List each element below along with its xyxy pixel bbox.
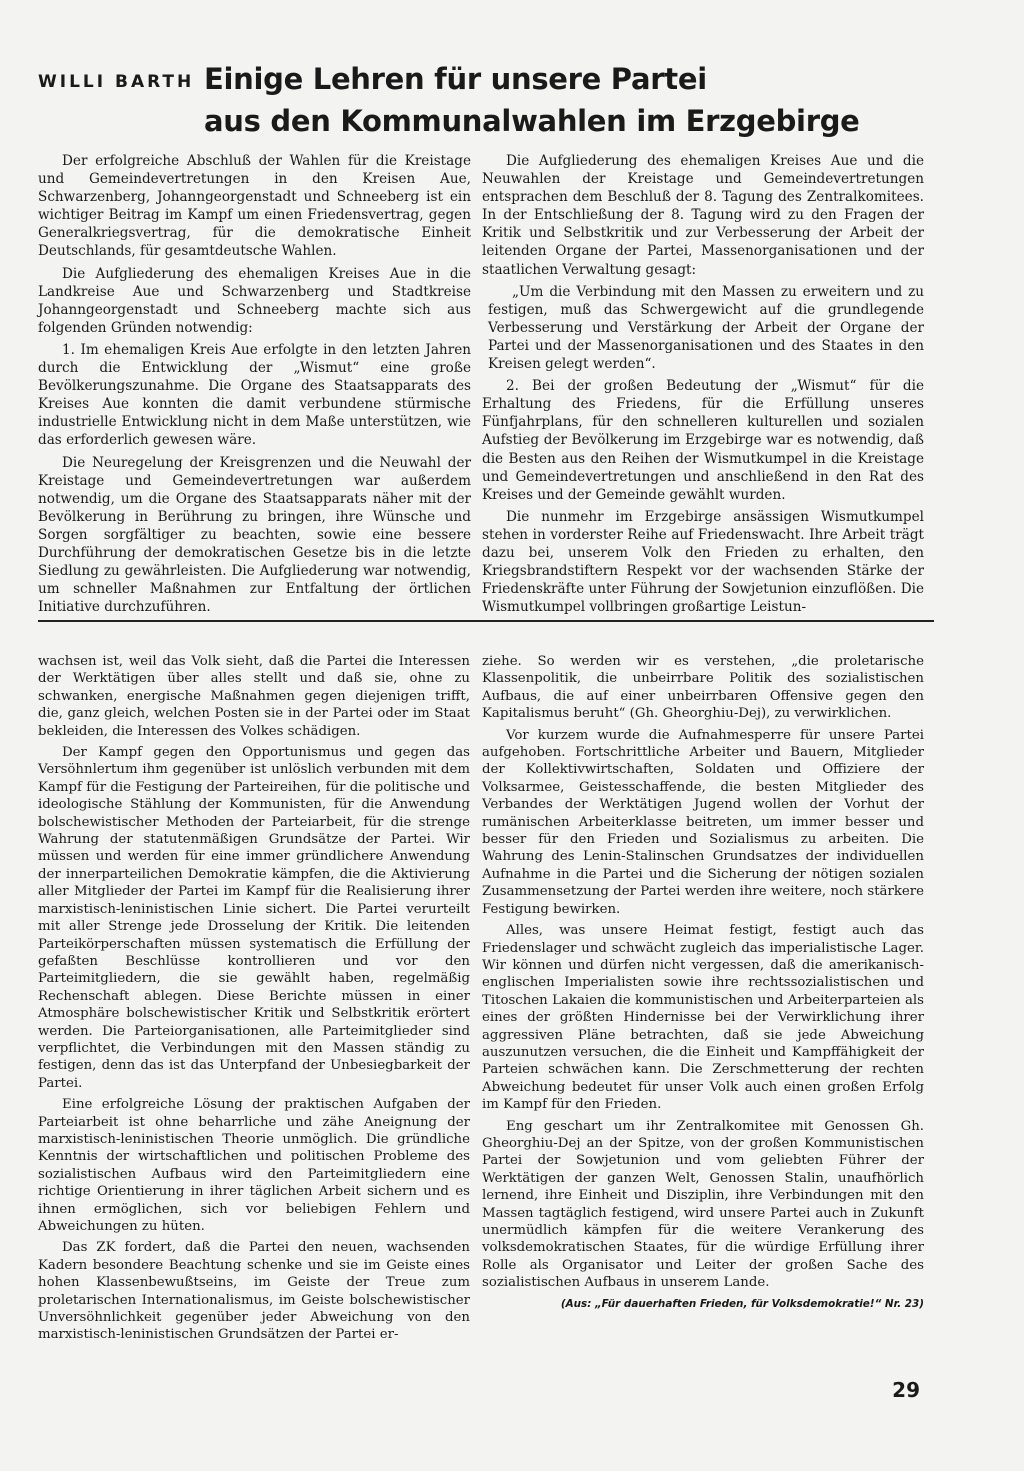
section-divider xyxy=(38,620,934,622)
article-title-line-2: aus den Kommunalwahlen im Erzgebirge xyxy=(204,104,860,138)
quote-paragraph: „Um die Verbindung mit den Massen zu erweitern und zu festigen, muß das Schwergewicht auf die grundlegende Verbesserung und Verstärkung der Arbeit der Organe der Partei und der Massenorganisationen und des Staates in den Kreisen gelegt werden“. xyxy=(488,283,924,373)
page-number: 29 xyxy=(892,1378,920,1402)
column-bottom-left xyxy=(38,653,470,1348)
paragraph: Eng geschart um ihr Zentralkomitee mit Genossen Gh. Gheorghiu-Dej an der Spitze, von der großen Kommunistischen Partei der Sowjetunion und vom geliebten Führer der Werktätigen der ganzen Welt, Genossen Stalin, unaufhörlich lernend, ihre Einheit und Disziplin, ihre Verbindungen mit den Massen tagtäglich festigend, wird unsere Partei auch in Zukunft unermüdlich kämpfen für die weitere Verankerung des volksdemokratischen Staates, für die würdige Erfüllung ihrer Rolle als Organisator und Leiter der großen Sache des sozialistischen Aufbaus in unserem Lande. xyxy=(482,1118,924,1291)
paragraph: Alles, was unsere Heimat festigt, festigt auch das Friedenslager und schwächt zugleich das imperialistische Lager. Wir können und dürfen nicht vergessen, daß die amerikanisch-englischen Imperialisten sowie ihre rechtssozialistischen und Titoschen Lakaien die kommunistischen und Arbeiterparteien als eines der größten Hindernisse bei der Verwirklichung ihrer aggressiven Pläne betrachten, daß sie jede Abweichung auszunutzen versuchen, die die Einheit und Kampffähigkeit der Parteien schwächen kann. Die Zerschmetterung der rechten Abweichung bedeutet für unser Volk auch einen großen Erfolg im Kampf für den Frieden. xyxy=(482,923,924,1113)
paragraph: Die Neuregelung der Kreisgrenzen und die Neuwahl der Kreistage und Gemeindevertretungen war außerdem notwendig, um die Organe des Staatsapparats näher mit der Bevölkerung in Berührung zu bringen, ihre Wünsche und Sorgen sorgfältiger zu beachten, sowie eine bessere Durchführung der demokratischen Gesetze bis in die letzte Siedlung zu gewährleisten. Die Aufgliederung war notwendig, um schneller Maßnahmen zur Entfaltung der örtlichen Initiative durchzuführen. xyxy=(38,454,471,616)
paragraph: Die Aufgliederung des ehemaligen Kreises Aue in die Landkreise Aue und Schwarzenberg und Stadtkreise Johanngeorgenstadt und Schneeberg machte sich aus folgenden Gründen notwendig: xyxy=(38,265,471,336)
paragraph: 1. Im ehemaligen Kreis Aue erfolgte in den letzten Jahren durch die Entwicklung der „Wismut“ eine große Bevölkerungszunahme. Die Organe des Staatsapparats des Kreises Aue konnten die damit verbundene stürmische industrielle Entwicklung nicht in dem Maße unterstützen, wie das erforderlich gewesen wäre. xyxy=(38,341,471,449)
paragraph: Die nunmehr im Erzgebirge ansässigen Wismutkumpel stehen in vorderster Reihe auf Friedenswacht. Ihre Arbeit trägt dazu bei, unserem Volk den Frieden zu erhalten, den Kriegsbrandstiftern Respekt vor der wachsenden Stärke der Friedenskräfte unter Führung der Sowjetunion einzuflößen. Die Wismutkumpel vollbringen großartige Leistun- xyxy=(482,508,924,616)
source-note: (Aus: „Für dauerhaften Frieden, für Volksdemokratie!“ Nr. 23) xyxy=(560,1297,924,1310)
paragraph: Das ZK fordert, daß die Partei den neuen, wachsenden Kadern besondere Beachtung schenke und sie im Geiste eines hohen Klassenbewußtseins, im Geiste der Treue zum proletarischen Internationalismus, im Geiste bolschewistischer Unversöhnlichkeit gegenüber jeder Abweichung von den marxistisch-leninistischen Grundsätzen der Partei er- xyxy=(38,1240,470,1343)
column-top-left xyxy=(38,152,471,620)
paragraph: ziehe. So werden wir es verstehen, „die proletarische Klassenpolitik, die unbeirrbare Politik des sozialistischen Aufbaus, die auf einer unbeirrbaren Offensive gegen den Kapitalismus beruht“ (Gh. Gheorghiu-Dej), zu verwirklichen. xyxy=(482,654,924,722)
paragraph: Eine erfolgreiche Lösung der praktischen Aufgaben der Parteiarbeit ist ohne beharrliche und zähe Aneignung der marxistisch-leninistischen Theorie unmöglich. Die gründliche Kenntnis der wirtschaftlichen und politischen Probleme des sozialistischen Aufbaus wird den Parteimitgliedern eine richtige Orientierung in ihrer täglichen Arbeit sichern und es ihnen ermöglichen, sich vor beliebigen Fehlern und Abweichungen zu hüten. xyxy=(38,1097,470,1234)
paragraph: Der erfolgreiche Abschluß der Wahlen für die Kreistage und Gemeindevertretungen in den Kreisen Aue, Schwarzenberg, Johanngeorgenstadt und Schneeberg ist ein wichtiger Beitrag im Kampf um einen Friedensvertrag, gegen Generalkriegsvertrag, für die demokratische Einheit Deutschlands, für gesamtdeutsche Wahlen. xyxy=(38,153,471,260)
article-title xyxy=(204,58,994,142)
paragraph: 2. Bei der großen Bedeutung der „Wismut“ für die Erhaltung des Friedens, für die Erfüllung unseres Fünfjahrplans, für den schnelleren kulturellen und sozialen Aufstieg der Bevölkerung im Erzgebirge war es notwendig, daß die Besten aus den Reihen der Wismutkumpel in die Kreistage und Gemeindevertretungen und anschließend in den Rat des Kreises und der Gemeinde gewählt wurden. xyxy=(482,378,924,503)
paragraph: Die Aufgliederung des ehemaligen Kreises Aue und die Neuwahlen der Kreistage und Gemeindevertretungen entsprachen dem Beschluß der 8. Tagung des Zentralkomitees. In der Entschließung der 8. Tagung wird zu den Fragen der Kritik und Selbstkritik und zur Verbesserung der Arbeit der leitenden Organe der Partei, Massenorganisationen und der staatlichen Verwaltung gesagt: xyxy=(482,153,924,278)
author-byline: WILLI BARTH xyxy=(38,72,195,92)
paragraph: wachsen ist, weil das Volk sieht, daß die Partei die Interessen der Werktätigen über alles stellt und daß sie, ohne zu schwanken, energische Maßnahmen gegen diejenigen trifft, die, ganz gleich, welchen Posten sie in der Partei oder im Staat bekleiden, die Interessen des Volkes schädigen. xyxy=(38,654,470,739)
paragraph: Vor kurzem wurde die Aufnahmesperre für unsere Partei aufgehoben. Fortschrittliche Arbeiter und Bauern, Mitglieder der Kollektivwirtschaften, Soldaten und Offiziere der Volksarmee, Geistesschaffende, die besten Mitglieder des Verbandes der Werktätigen Jugend wollen der Vorhut der rumänischen Arbeiterklasse beitreten, um immer besser und besser für den Frieden und Sozialismus zu arbeiten. Die Wahrung des Lenin-Stalinschen Grundsatzes der individuellen Aufnahme in die Partei und die Sicherung der nötigen sozialen Zusammensetzung der Partei werden ihre weitere, noch stärkere Festigung bewirken. xyxy=(482,727,924,917)
column-top-right xyxy=(482,152,924,620)
article-title-line-1: Einige Lehren für unsere Partei xyxy=(204,62,707,96)
column-bottom-right xyxy=(482,653,924,1317)
paragraph: Der Kampf gegen den Opportunismus und gegen das Versöhnlertum ihm gegenüber ist unlöslich verbunden mit dem Kampf für die Festigung der Parteireihen, für die politische und ideologische Stählung der Kommunisten, für die Anwendung bolschewistischer Methoden der Parteiarbeit, für die strenge Wahrung der statutenmäßigen Grundsätze der Partei. Wir müssen und werden für eine immer gründlichere Anwendung der innerparteilichen Demokratie kämpfen, die die Aktivierung aller Mitglieder der Partei im Kampf für die Realisierung ihrer marxistisch-leninistischen Linie sichert. Die Partei verurteilt mit aller Strenge jede Drosselung der Kritik. Die leitenden Parteikörperschaften müssen systematisch die Erfüllung der gefaßten Beschlüsse kontrollieren und vor den Parteimitgliedern, die sie gewählt haben, regelmäßig Rechenschaft ablegen. Diese Berichte müssen in einer Atmosphäre bolschewistischer Kritik und Selbstkritik erörtert werden. Die Parteiorganisationen, alle Parteimitglieder sind verpflichtet, die Verbindungen mit den Massen ständig zu festigen, denn das ist das Unterpfand der Unbesiegbarkeit der Partei. xyxy=(38,745,470,1091)
